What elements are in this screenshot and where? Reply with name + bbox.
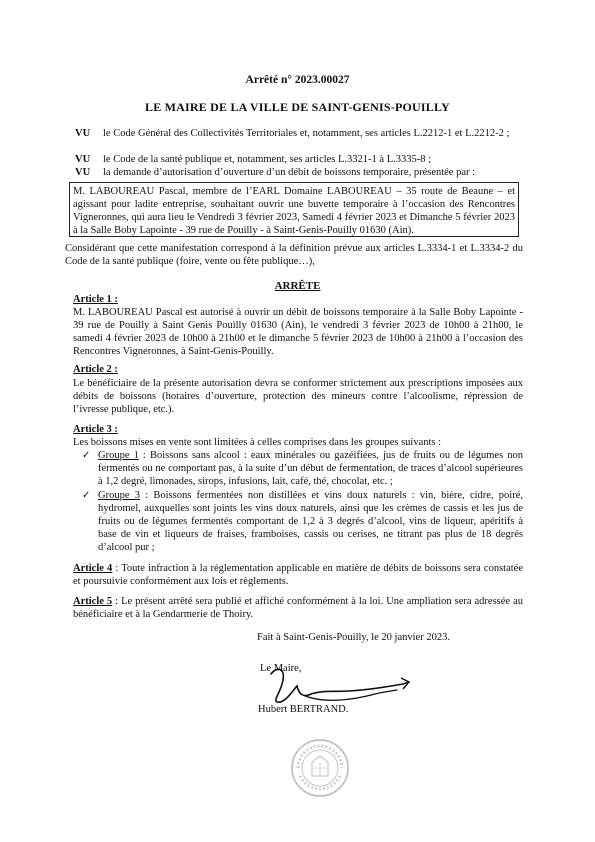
decree-number: Arrêté n° 2023.00027 bbox=[245, 74, 350, 86]
article-3-label: Article 3 : bbox=[73, 424, 118, 435]
article-3-intro: Les boissons mises en vente sont limitées à celles comprises dans les groupes suivants : bbox=[73, 437, 442, 448]
vu-label: VU bbox=[75, 128, 91, 139]
mayor-name: Hubert BERTRAND. bbox=[258, 704, 349, 715]
issuing-authority: LE MAIRE DE LA VILLE DE SAINT-GENIS-POUILLY bbox=[145, 100, 450, 114]
vu-text: le Code Général des Collectivités Territoriales et, notamment, ses articles L.2212-1 et L.2212-2 ; bbox=[103, 128, 510, 139]
town-seal-stamp bbox=[290, 738, 350, 798]
place-and-date: Fait à Saint-Genis-Pouilly, le 20 janvier 2023. bbox=[257, 632, 450, 643]
group-1-name: Groupe 1 bbox=[98, 450, 139, 461]
checkmark-icon: ✓ bbox=[82, 490, 91, 501]
vu-text: la demande d’autorisation d’ouverture d’un débit de boissons temporaire, présentée par : bbox=[103, 167, 476, 178]
arrete-heading: ARRÊTE bbox=[274, 280, 321, 292]
vu-text: le Code de la santé publique et, notamment, ses articles L.3321-1 à L.3335-8 ; bbox=[103, 154, 432, 165]
group-3-name: Groupe 3 bbox=[98, 490, 140, 501]
article-5-text: : Le présent arrêté sera publié et affiché conformément à la loi. Une ampliation sera adressée au bénéficiaire et à la Gendarmerie de Thoiry. bbox=[73, 596, 523, 620]
vu-label: VU bbox=[75, 154, 91, 165]
article-4 bbox=[73, 562, 523, 588]
mayor-role: Le Maire, bbox=[260, 663, 302, 674]
group-1-desc: : Boissons sans alcool : eaux minérales ou gazéifiées, jus de fruits ou de légumes non fermentés ou ne comportant pas, à la suite d’un début de fermentation, de traces d’alcool supérieures à 1,2 degré, limonades, sirops, infusions, lait, café, thé, chocolat, etc. ; bbox=[98, 450, 523, 487]
article-2-text: Le bénéficiaire de la présente autorisation devra se conformer strictement aux prescriptions imposées aux débits de boissons (horaires d’ouverture, protection des mineurs contre l’alcoolisme, répression de l’ivresse publique, etc.). bbox=[73, 378, 523, 415]
group-3-text bbox=[98, 489, 523, 554]
article-1-label: Article 1 : bbox=[73, 294, 118, 305]
checkmark-icon: ✓ bbox=[82, 450, 91, 461]
article-2-label: Article 2 : bbox=[73, 364, 118, 375]
group-1-text bbox=[98, 449, 523, 488]
vu-label: VU bbox=[75, 167, 91, 178]
article-5 bbox=[73, 595, 523, 621]
considerant-paragraph: Considérant que cette manifestation correspond à la définition prévue aux articles L.3334-1 et L.3334-2 du Code de la santé publique (foire, vente ou fête publique…), bbox=[65, 243, 523, 267]
requester-box: M. LABOUREAU Pascal, membre de l’EARL Domaine LABOUREAU – 35 route de Beaune – et agissant pour ladite entreprise, souhaitant ouvrir une buvette temporaire à l’occasion des Rencontres Vigneronnes, qui aura lieu le Vendredi 3 février 2023, Samedi 4 février 2023 et Dimanche 5 février 2023 à la Salle Boby Lapointe - 39 rue de Pouilly - à Saint-Genis-Pouilly 01630 (Ain). bbox=[69, 182, 519, 237]
group-3-desc: : Boissons fermentées non distillées et vins doux naturels : vin, bière, cidre, poiré, hydromel, auxquelles sont joints les vins doux naturels, ainsi que les crèmes de cassis et les jus de fruits ou de légumes fermentés comportant de 1,2 à 3 degrés d’alcool, vins de liqueur, apéritifs à base de vin et liqueurs de fraises, framboises, cassis ou cerises, ne titrant pas plus de 18 degrés d’alcool pur ; bbox=[98, 490, 523, 553]
article-4-label: Article 4 bbox=[73, 563, 113, 574]
article-1-text: M. LABOUREAU Pascal est autorisé à ouvrir un débit de boissons temporaire à la Salle Boby Lapointe - 39 rue de Pouilly à Saint Genis Pouilly 01630 (Ain), le vendredi 3 février 2023 de 10h00 à 21h00, le samedi 4 février 2023 de 10h00 à 21h00 et le dimanche 5 février 2023 de 10h00 à 21h00 à l’occasion des Rencontres Vigneronnes, à Saint-Genis-Pouilly. bbox=[73, 307, 523, 357]
article-4-text: : Toute infraction à la réglementation applicable en matière de débits de boissons sera constatée et poursuivie conformément aux lois et règlements. bbox=[73, 563, 523, 587]
article-5-label: Article 5 bbox=[73, 596, 113, 607]
